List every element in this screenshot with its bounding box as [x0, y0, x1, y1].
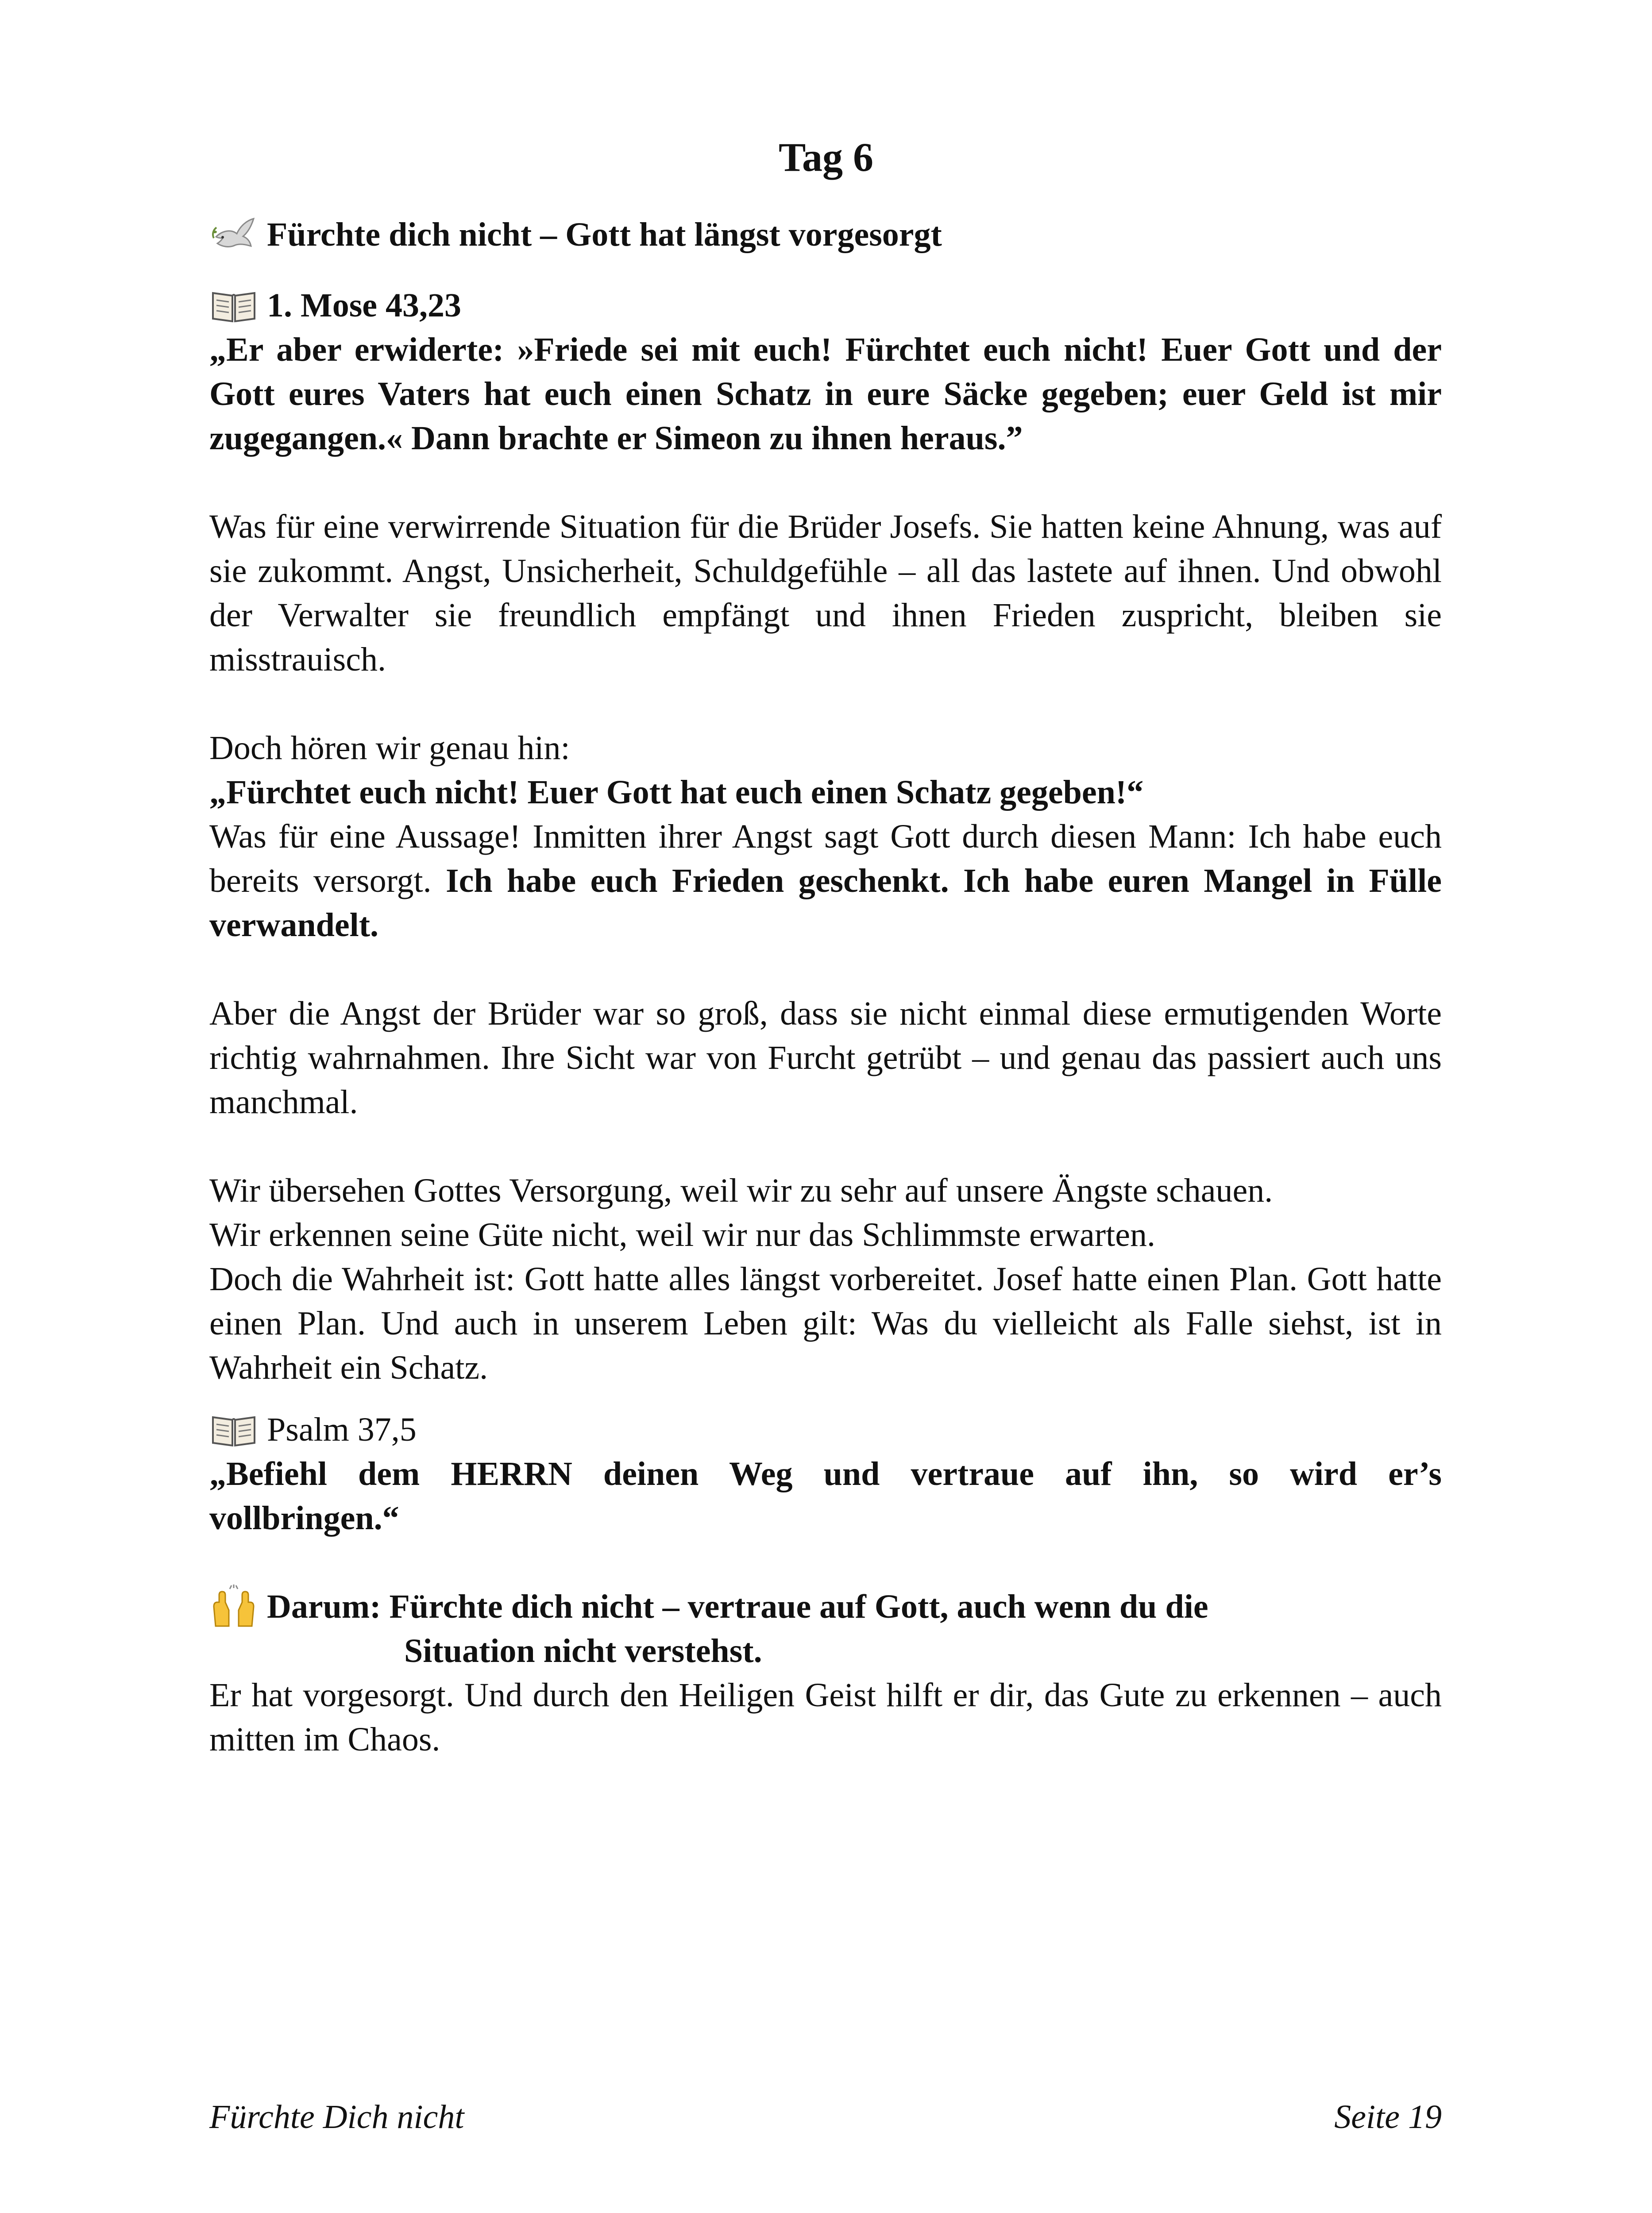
paragraph-4-body: Doch die Wahrheit ist: Gott hatte alles längst vorbereitet. Josef hatte einen Plan. Gott hatte einen Plan. Und auch in unserem Leben gilt: Was du vielleicht als Falle siehst, ist in Wahrheit ein Schatz.: [209, 1261, 1442, 1386]
page-title: Tag 6: [779, 135, 873, 180]
paragraph-2-intro: Doch hören wir genau hin:: [209, 729, 570, 767]
paragraph-2-body: [209, 814, 1442, 947]
paragraph-1: Was für eine verwirrende Situation für die Brüder Josefs. Sie hatten keine Ahnung, was auf sie zukommt. Angst, Unsicherheit, Schuldgefühle – all das lastete auf ihnen. Und obwohl der Verwalter sie freundlich empfängt und ihnen Frieden zuspricht, bleiben sie misstrauisch.: [209, 508, 1442, 678]
paragraph-2-quote: „Fürchtet euch nicht! Euer Gott hat euch einen Schatz gegeben!“: [209, 774, 1144, 811]
raised-hands-icon: [209, 1585, 258, 1629]
footer-book-title: Fürchte Dich nicht: [209, 2098, 464, 2136]
verse-1: „Er aber erwiderte: »Friede sei mit euch! Fürchtet euch nicht! Euer Gott und der Gott eures Vaters hat euch einen Schatz in eure Säcke gegeben; euer Geld ist mir zugegangen.« Dann brachte er Simeon zu ihnen heraus.”: [209, 331, 1442, 457]
conclusion-heading-continuation: Situation nicht verstehst.: [404, 1632, 762, 1669]
paragraph-2-emphasis: Ich habe euch Frieden geschenkt. Ich habe euren Mangel in Fülle verwandelt.: [209, 862, 1442, 944]
conclusion-text: Er hat vorgesorgt. Und durch den Heiligen Geist hilft er dir, das Gute zu erkennen – auch mitten im Chaos.: [209, 1677, 1442, 1758]
reference-1-text: 1. Mose 43,23: [267, 287, 462, 324]
paragraph-4-line-2: Wir erkennen seine Güte nicht, weil wir nur das Schlimmste erwarten.: [209, 1216, 1155, 1253]
paragraph-2-normal: Was für eine Aussage! Inmitten ihrer Angst sagt Gott durch diesen Mann: Ich habe euch bereits versorgt.: [209, 818, 1442, 899]
dove-icon: [209, 212, 258, 257]
conclusion-heading-text: Darum: Fürchte dich nicht – vertraue auf Gott, auch wenn du die: [267, 1588, 1208, 1625]
reference-2-text: Psalm 37,5: [267, 1411, 417, 1448]
page-content: [209, 212, 1442, 1762]
headline-text: Fürchte dich nicht – Gott hat längst vorgesorgt: [267, 216, 942, 253]
conclusion-heading: [209, 1585, 1442, 1629]
paragraph-4-line-1: Wir übersehen Gottes Versorgung, weil wir zu sehr auf unsere Ängste schauen.: [209, 1172, 1273, 1209]
paragraph-3: Aber die Angst der Brüder war so groß, dass sie nicht einmal diese ermutigenden Worte richtig wahrnahmen. Ihre Sicht war von Furcht getrübt – und genau das passiert auch uns manchmal.: [209, 995, 1442, 1121]
open-book-icon: [209, 1407, 258, 1452]
scripture-reference-2: [209, 1407, 1442, 1452]
headline-row: [209, 212, 1442, 257]
footer-page-number: Seite 19: [1334, 2098, 1442, 2136]
open-book-icon: [209, 283, 258, 328]
verse-2: „Befiehl dem HERRN deinen Weg und vertraue auf ihn, so wird er’s vollbringen.“: [209, 1455, 1442, 1537]
scripture-reference-1: [209, 283, 1442, 328]
